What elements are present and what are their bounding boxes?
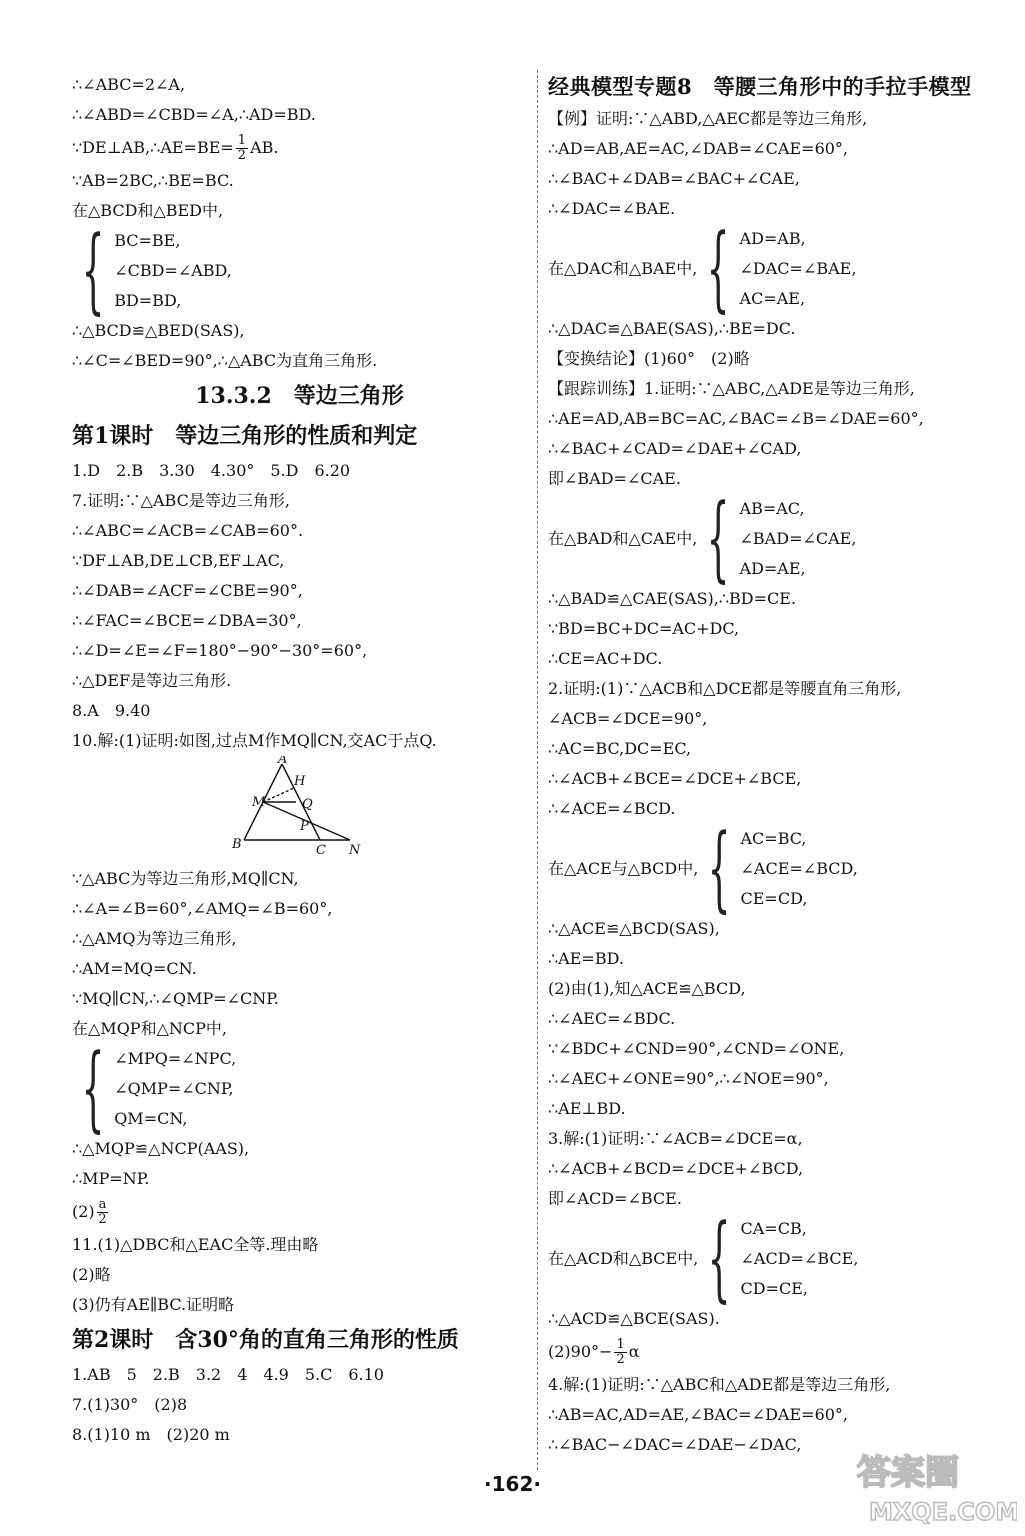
text-line: ∴∠FAC=∠BCE=∠DBA=30°, <box>72 611 302 630</box>
watermark-url: MXQE.COM <box>869 1498 1017 1526</box>
lesson-title: 第1课时 等边三角形的性质和判定 <box>72 423 418 449</box>
left-brace-icon: { <box>707 1204 731 1314</box>
fraction <box>236 134 248 163</box>
triangle-figure <box>72 756 527 864</box>
text-line: 3.解:(1)证明:∵∠ACB=∠DCE=α, <box>548 1129 803 1148</box>
text-line: 【变换结论】(1)60° (2)略 <box>548 349 750 368</box>
text-line: ∴△AMQ为等边三角形, <box>72 929 237 948</box>
text-line: 2.证明:(1)∵△ACB和△DCE都是等腰直角三角形, <box>548 679 902 698</box>
figure-label: M <box>252 795 266 810</box>
text-line: ∴∠BAC+∠CAD=∠DAE+∠CAD, <box>548 439 802 458</box>
text-line: ∴∠A=∠B=60°,∠AMQ=∠B=60°, <box>72 899 333 918</box>
figure-label: H <box>294 774 306 789</box>
brace-item: BC=BE, <box>114 231 181 250</box>
text-line: 即∠BAD=∠CAE. <box>548 469 681 488</box>
text-line: ∴∠DAB=∠ACF=∠CBE=90°, <box>72 581 303 600</box>
text-line: ∴△DAC≌△BAE(SAS),∴BE=DC. <box>548 319 796 338</box>
text-line: ∵AB=2BC,∴BE=BC. <box>72 171 234 190</box>
text-line: 【例】证明:∵△ABD,△AEC都是等边三角形, <box>548 109 868 128</box>
text-line: ∴∠ACB+∠BCD=∠DCE+∠BCD, <box>548 1159 804 1178</box>
text-line: ∠ACB=∠DCE=90°, <box>548 709 708 728</box>
watermark-icon <box>847 1440 1017 1530</box>
text-line: 11.(1)△DBC和△EAC全等.理由略 <box>72 1235 319 1254</box>
text-line: 7.证明:∵△ABC是等边三角形, <box>72 491 290 510</box>
brace-item: ∠ACD=∠BCE, <box>740 1249 859 1268</box>
text-line: ∴∠ABC=2∠A, <box>72 75 186 94</box>
brace-lead: 在△BAD和△CAE中, <box>548 529 698 548</box>
left-brace-icon: { <box>81 1034 105 1144</box>
text-line: ∴MP=NP. <box>72 1169 150 1188</box>
left-brace-icon: { <box>707 814 731 924</box>
text-line: 1.D 2.B 3.30 4.30° 5.D 6.20 <box>72 461 351 480</box>
text-line: 在△MQP和△NCP中, <box>72 1019 227 1038</box>
left-lines-a <box>72 70 527 130</box>
brace-item: ∠BAD=∠CAE, <box>739 529 857 548</box>
text-line: ∴∠BAC+∠DAB=∠BAC+∠CAE, <box>548 169 800 188</box>
text-line: ∴△MQP≌△NCP(AAS), <box>72 1139 250 1158</box>
text-line: ∴AE=AD,AB=BC=AC,∠BAC=∠B=∠DAE=60°, <box>548 409 924 428</box>
text-segment: (2) <box>72 1202 95 1221</box>
text-line: ∴∠D=∠E=∠F=180°−90°−30°=60°, <box>72 641 368 660</box>
left-column <box>72 70 527 1450</box>
text-line: ∴△BCD≌△BED(SAS), <box>72 321 245 340</box>
text-line: 即∠ACD=∠BCE. <box>548 1189 682 1208</box>
figure-label: B <box>232 837 242 852</box>
text-line-fraction <box>548 1334 1008 1370</box>
text-line-fraction <box>72 130 527 166</box>
text-line: 8.(1)10 m (2)20 m <box>72 1425 230 1444</box>
text-line: ∴△BAD≌△CAE(SAS),∴BD=CE. <box>548 589 797 608</box>
left-brace-icon: { <box>706 214 730 324</box>
text-line: (2)略 <box>72 1265 111 1284</box>
text-line: ∴∠ABD=∠CBD=∠A,∴AD=BD. <box>72 105 316 124</box>
brace-system <box>548 214 1008 324</box>
text-line: 【跟踪训练】1.证明:∵△ABC,△ADE是等边三角形, <box>548 379 915 398</box>
figure-label: C <box>316 843 326 858</box>
lesson-title: 第2课时 含30°角的直角三角形的性质 <box>72 1327 459 1353</box>
text-line: ∵∠BDC+∠CND=90°,∠CND=∠ONE, <box>548 1039 845 1058</box>
text-line: 4.解:(1)证明:∵△ABC和△ADE都是等边三角形, <box>548 1375 891 1394</box>
watermark-logo <box>847 1440 1017 1530</box>
text-line: ∴△DEF是等边三角形. <box>72 671 232 690</box>
text-segment: ∵DE⊥AB,∴AE=BE= <box>72 138 234 157</box>
brace-item: AB=AC, <box>739 499 805 518</box>
text-line: ∵BD=BC+DC=AC+DC, <box>548 619 740 638</box>
text-line: 1.AB 5 2.B 3.2 4 4.9 5.C 6.10 <box>72 1365 384 1384</box>
text-line: (2)由(1),知△ACE≌△BCD, <box>548 979 746 998</box>
brace-lead: 在△ACE与△BCD中, <box>548 859 699 878</box>
brace-item: CA=CB, <box>740 1219 807 1238</box>
brace-item: ∠ACE=∠BCD, <box>740 859 858 878</box>
text-line: 8.A 9.40 <box>72 701 151 720</box>
text-line: ∴∠ACE=∠BCD. <box>548 799 676 818</box>
left-brace-icon: { <box>81 216 105 326</box>
column-divider <box>537 70 539 1470</box>
text-line: ∵DF⊥AB,DE⊥CB,EF⊥AC, <box>72 551 285 570</box>
brace-item: ∠MPQ=∠NPC, <box>114 1049 237 1068</box>
text-line: ∴∠DAC=∠BAE. <box>548 199 676 218</box>
figure-label: A <box>278 756 288 767</box>
text-line: ∴∠ACB+∠BCE=∠DCE+∠BCE, <box>548 769 802 788</box>
page-number: ·162· <box>484 1472 541 1496</box>
text-line: (3)仍有AE∥BC.证明略 <box>72 1295 235 1314</box>
brace-system <box>548 1204 1008 1314</box>
text-line: ∴∠BAC−∠DAC=∠DAE−∠DAC, <box>548 1435 802 1454</box>
text-line: ∴△ACE≌△BCD(SAS), <box>548 919 720 938</box>
brace-item: AC=BC, <box>740 829 807 848</box>
text-line: ∵MQ∥CN,∴∠QMP=∠CNP. <box>72 989 279 1008</box>
brace-lead: 在△DAC和△BAE中, <box>548 259 698 278</box>
brace-system <box>548 814 1008 924</box>
brace-item: AC=AE, <box>739 289 806 308</box>
text-line: ∴AC=BC,DC=EC, <box>548 739 692 758</box>
brace-item: CD=CE, <box>740 1279 808 1298</box>
fraction <box>97 1198 109 1227</box>
text-line: ∴AM=MQ=CN. <box>72 959 197 978</box>
brace-item: ∠QMP=∠CNP, <box>114 1079 234 1098</box>
brace-item: BD=BD, <box>114 291 182 310</box>
text-line: ∴AB=AC,AD=AE,∠BAC=∠DAE=60°, <box>548 1405 849 1424</box>
text-line: ∴△ACD≌△BCE(SAS). <box>548 1309 720 1328</box>
text-line: 7.(1)30° (2)8 <box>72 1395 188 1414</box>
fraction <box>614 1338 626 1367</box>
text-line: ∴∠ABC=∠ACB=∠CAB=60°. <box>72 521 304 540</box>
figure-label: P <box>300 819 309 834</box>
fraction-denominator: 2 <box>237 148 247 163</box>
text-line: ∴CE=AC+DC. <box>548 649 663 668</box>
figure-label: N <box>349 843 361 858</box>
text-line-fraction <box>72 1194 527 1230</box>
brace-item: AD=AE, <box>739 559 806 578</box>
text-line: ∴∠AEC+∠ONE=90°,∴∠NOE=90°, <box>548 1069 829 1088</box>
brace-system <box>548 484 1008 594</box>
text-line: ∴AD=AB,AE=AC,∠DAB=∠CAE=60°, <box>548 139 849 158</box>
text-segment: (2)90°− <box>548 1342 613 1361</box>
left-brace-icon: { <box>706 484 730 594</box>
brace-item: ∠CBD=∠ABD, <box>114 261 232 280</box>
brace-system <box>72 1034 527 1144</box>
figure-label: Q <box>302 797 313 812</box>
brace-system <box>72 216 527 326</box>
brace-item: CE=CD, <box>740 889 808 908</box>
brace-lead: 在△ACD和△BCE中, <box>548 1249 699 1268</box>
brace-item: QM=CN, <box>114 1109 188 1128</box>
fraction-denominator: 2 <box>98 1212 107 1227</box>
watermark-text: 答案圈 <box>857 1453 959 1493</box>
brace-item: AD=AB, <box>739 229 806 248</box>
text-segment: AB. <box>250 138 279 157</box>
fraction-numerator: a <box>98 1197 107 1212</box>
text-segment: α <box>628 1342 640 1361</box>
text-line: 10.解:(1)证明:如图,过点M作MQ∥CN,交AC于点Q. <box>72 731 437 750</box>
brace-item: ∠DAC=∠BAE, <box>739 259 857 278</box>
text-line: ∴AE⊥BD. <box>548 1099 626 1118</box>
section-title: 13.3.2 等边三角形 <box>195 383 404 409</box>
fraction-numerator: 1 <box>616 1337 625 1352</box>
text-line: ∴∠AEC=∠BDC. <box>548 1009 676 1028</box>
text-line: ∵△ABC为等边三角形,MQ∥CN, <box>72 869 299 888</box>
fraction-denominator: 2 <box>616 1352 625 1367</box>
triangle-diagram <box>72 756 527 864</box>
text-line: 在△BCD和△BED中, <box>72 201 224 220</box>
topic-title: 经典模型专题8 等腰三角形中的手拉手模型 <box>548 74 972 99</box>
text-line: ∴AE=BD. <box>548 949 624 968</box>
right-column <box>548 70 1008 1460</box>
fraction-numerator: 1 <box>237 133 247 148</box>
text-line: ∴∠C=∠BED=90°,∴△ABC为直角三角形. <box>72 351 378 370</box>
